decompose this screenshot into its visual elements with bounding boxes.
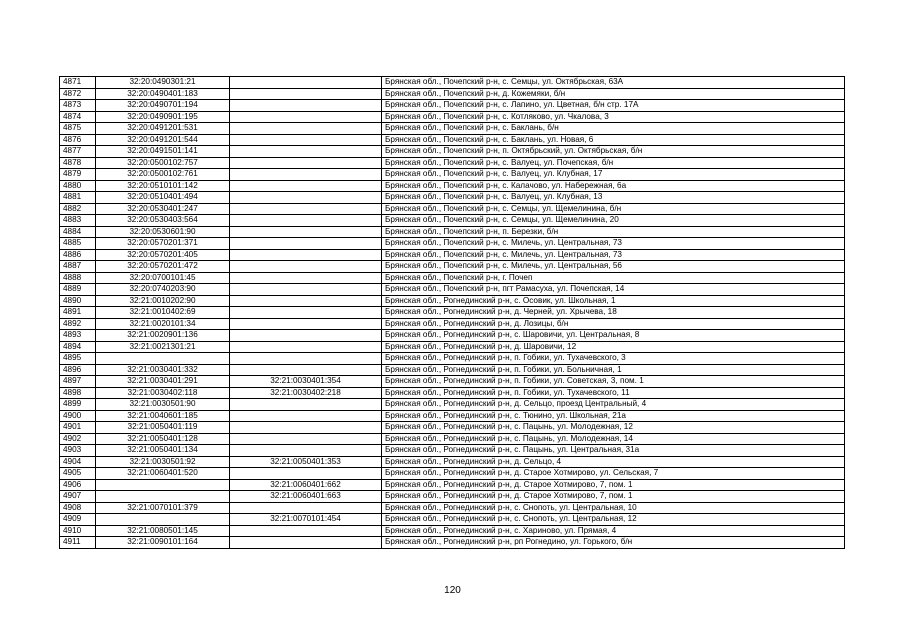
address-cell: Брянская обл., Рогнединский р-н, с. Осовик, ул. Школьная, 1 [382,295,845,307]
address-cell: Брянская обл., Рогнединский р-н, рп Рогнедино, ул. Горького, б/н [382,537,845,549]
related-cadastral-number-cell: 32:21:0030401:354 [230,376,382,388]
related-cadastral-number-cell [230,422,382,434]
related-cadastral-number-cell [230,341,382,353]
row-number-cell: 4904 [60,456,96,468]
related-cadastral-number-cell [230,249,382,261]
address-cell: Брянская обл., Почепский р-н, с. Валуец, ул. Клубная, 13 [382,192,845,204]
table-row [60,272,845,284]
related-cadastral-number-cell [230,272,382,284]
address-cell: Брянская обл., Рогнединский р-н, с. Тюнино, ул. Школьная, 21а [382,410,845,422]
related-cadastral-number-cell [230,399,382,411]
cadastral-number-cell: 32:20:0500102:761 [96,169,230,181]
table-row [60,88,845,100]
table-row [60,318,845,330]
related-cadastral-number-cell [230,261,382,273]
table-row [60,468,845,480]
row-number-cell: 4880 [60,180,96,192]
row-number-cell: 4882 [60,203,96,215]
address-cell: Брянская обл., Рогнединский р-н, с. Пацынь, ул. Молодежная, 14 [382,433,845,445]
cadastral-number-cell: 32:21:0030501:92 [96,456,230,468]
cadastral-number-cell: 32:21:0050401:128 [96,433,230,445]
cadastral-number-cell: 32:20:0490301:21 [96,77,230,89]
registry-table [59,76,845,549]
cadastral-number-cell: 32:21:0030401:291 [96,376,230,388]
row-number-cell: 4884 [60,226,96,238]
table-row [60,203,845,215]
cadastral-number-cell: 32:20:0510401:494 [96,192,230,204]
cadastral-number-cell [96,353,230,365]
row-number-cell: 4893 [60,330,96,342]
table-row [60,134,845,146]
address-cell: Брянская обл., Почепский р-н, п. Березки, б/н [382,226,845,238]
cadastral-number-cell: 32:20:0740203:90 [96,284,230,296]
related-cadastral-number-cell [230,123,382,135]
related-cadastral-number-cell [230,134,382,146]
table-row [60,387,845,399]
cadastral-number-cell: 32:20:0491201:531 [96,123,230,135]
cadastral-number-cell: 32:20:0491501:141 [96,146,230,158]
table-row [60,422,845,434]
row-number-cell: 4874 [60,111,96,123]
table-row [60,445,845,457]
table-row [60,479,845,491]
address-cell: Брянская обл., Рогнединский р-н, с. Хариново, ул. Прямая, 4 [382,525,845,537]
address-cell: Брянская обл., Рогнединский р-н, д. Старое Хотмирово, 7, пом. 1 [382,479,845,491]
related-cadastral-number-cell [230,203,382,215]
table-row [60,353,845,365]
row-number-cell: 4899 [60,399,96,411]
table-row [60,525,845,537]
cadastral-number-cell: 32:21:0030401:332 [96,364,230,376]
cadastral-number-cell: 32:20:0490901:195 [96,111,230,123]
address-cell: Брянская обл., Почепский р-н, с. Милечь, ул. Центральная, 73 [382,238,845,250]
table-row [60,146,845,158]
related-cadastral-number-cell: 32:21:0030402:218 [230,387,382,399]
address-cell: Брянская обл., Почепский р-н, с. Семцы, ул. Щемелинина, 20 [382,215,845,227]
row-number-cell: 4892 [60,318,96,330]
address-cell: Брянская обл., Рогнединский р-н, д. Сельцо, проезд Центральный, 4 [382,399,845,411]
related-cadastral-number-cell [230,502,382,514]
related-cadastral-number-cell [230,433,382,445]
table-row [60,433,845,445]
table-row [60,249,845,261]
address-cell: Брянская обл., Рогнединский р-н, п. Гобики, ул. Тухачевского, 11 [382,387,845,399]
related-cadastral-number-cell [230,226,382,238]
row-number-cell: 4881 [60,192,96,204]
table-row [60,491,845,503]
cadastral-number-cell: 32:21:0050401:119 [96,422,230,434]
table-row [60,169,845,181]
row-number-cell: 4906 [60,479,96,491]
row-number-cell: 4878 [60,157,96,169]
row-number-cell: 4898 [60,387,96,399]
cadastral-number-cell: 32:21:0020901:136 [96,330,230,342]
row-number-cell: 4886 [60,249,96,261]
related-cadastral-number-cell [230,537,382,549]
address-cell: Брянская обл., Рогнединский р-н, с. Снопоть, ул. Центральная, 10 [382,502,845,514]
address-cell: Брянская обл., Почепский р-н, с. Валуец, ул. Клубная, 17 [382,169,845,181]
cadastral-number-cell: 32:21:0080501:145 [96,525,230,537]
cadastral-number-cell: 32:21:0030501:90 [96,399,230,411]
related-cadastral-number-cell [230,295,382,307]
row-number-cell: 4889 [60,284,96,296]
related-cadastral-number-cell [230,445,382,457]
table-row [60,284,845,296]
row-number-cell: 4873 [60,100,96,112]
related-cadastral-number-cell: 32:21:0060401:663 [230,491,382,503]
related-cadastral-number-cell [230,307,382,319]
table-row [60,295,845,307]
row-number-cell: 4908 [60,502,96,514]
cadastral-number-cell: 32:21:0021301:21 [96,341,230,353]
row-number-cell: 4902 [60,433,96,445]
address-cell: Брянская обл., Рогнединский р-н, д. Черней, ул. Хрычева, 18 [382,307,845,319]
cadastral-number-cell: 32:20:0500102:757 [96,157,230,169]
cadastral-number-cell [96,491,230,503]
address-cell: Брянская обл., Почепский р-н, г. Почеп [382,272,845,284]
row-number-cell: 4903 [60,445,96,457]
table-row [60,192,845,204]
address-cell: Брянская обл., Почепский р-н, с. Котляково, ул. Чкалова, 3 [382,111,845,123]
related-cadastral-number-cell [230,157,382,169]
table-row [60,502,845,514]
address-cell: Брянская обл., Почепский р-н, с. Милечь, ул. Центральная, 56 [382,261,845,273]
cadastral-number-cell: 32:21:0040601:185 [96,410,230,422]
related-cadastral-number-cell: 32:21:0060401:662 [230,479,382,491]
cadastral-number-cell: 32:21:0050401:134 [96,445,230,457]
address-cell: Брянская обл., Рогнединский р-н, д. Лозицы, б/н [382,318,845,330]
table-row [60,77,845,89]
related-cadastral-number-cell [230,100,382,112]
address-cell: Брянская обл., Рогнединский р-н, п. Гобики, ул. Тухачевского, 3 [382,353,845,365]
row-number-cell: 4875 [60,123,96,135]
row-number-cell: 4911 [60,537,96,549]
table-row [60,238,845,250]
cadastral-number-cell: 32:20:0510101:142 [96,180,230,192]
table-row [60,215,845,227]
row-number-cell: 4900 [60,410,96,422]
cadastral-number-cell: 32:21:0070101:379 [96,502,230,514]
cadastral-number-cell: 32:20:0490401:183 [96,88,230,100]
address-cell: Брянская обл., Почепский р-н, с. Баклань, ул. Новая, 6 [382,134,845,146]
row-number-cell: 4883 [60,215,96,227]
row-number-cell: 4890 [60,295,96,307]
table-row [60,307,845,319]
table-row [60,537,845,549]
row-number-cell: 4872 [60,88,96,100]
related-cadastral-number-cell [230,525,382,537]
row-number-cell: 4896 [60,364,96,376]
table-row [60,376,845,388]
cadastral-number-cell: 32:20:0530401:247 [96,203,230,215]
address-cell: Брянская обл., Почепский р-н, с. Баклань, б/н [382,123,845,135]
table-row [60,364,845,376]
cadastral-number-cell: 32:20:0570201:472 [96,261,230,273]
table-row [60,514,845,526]
address-cell: Брянская обл., Рогнединский р-н, с. Пацынь, ул. Центральная, 31а [382,445,845,457]
row-number-cell: 4895 [60,353,96,365]
cadastral-number-cell: 32:20:0530403:564 [96,215,230,227]
related-cadastral-number-cell [230,468,382,480]
cadastral-number-cell: 32:21:0060401:520 [96,468,230,480]
row-number-cell: 4891 [60,307,96,319]
page-number: 120 [444,585,461,596]
cadastral-number-cell: 32:20:0530601:90 [96,226,230,238]
table-row [60,123,845,135]
address-cell: Брянская обл., Почепский р-н, с. Семцы, ул. Октябрьская, 63А [382,77,845,89]
related-cadastral-number-cell: 32:21:0070101:454 [230,514,382,526]
table-row [60,341,845,353]
cadastral-number-cell: 32:20:0570201:371 [96,238,230,250]
cadastral-number-cell: 32:21:0020101:34 [96,318,230,330]
row-number-cell: 4888 [60,272,96,284]
address-cell: Брянская обл., Почепский р-н, с. Валуец, ул. Почепская, б/н [382,157,845,169]
related-cadastral-number-cell [230,77,382,89]
related-cadastral-number-cell [230,146,382,158]
table-row [60,456,845,468]
related-cadastral-number-cell: 32:21:0050401:353 [230,456,382,468]
row-number-cell: 4876 [60,134,96,146]
related-cadastral-number-cell [230,169,382,181]
address-cell: Брянская обл., Почепский р-н, д. Кожемяки, б/н [382,88,845,100]
address-cell: Брянская обл., Рогнединский р-н, д. Старое Хотмирово, 7, пом. 1 [382,491,845,503]
table-row [60,157,845,169]
address-cell: Брянская обл., Рогнединский р-н, д. Сельцо, 4 [382,456,845,468]
related-cadastral-number-cell [230,284,382,296]
address-cell: Брянская обл., Почепский р-н, с. Милечь, ул. Центральная, 73 [382,249,845,261]
table-row [60,180,845,192]
related-cadastral-number-cell [230,111,382,123]
registry-table-body [60,77,845,549]
table-row [60,410,845,422]
related-cadastral-number-cell [230,318,382,330]
address-cell: Брянская обл., Почепский р-н, с. Калачово, ул. Набережная, 6а [382,180,845,192]
table-row [60,399,845,411]
address-cell: Брянская обл., Почепский р-н, пгт Рамасуха, ул. Почепская, 14 [382,284,845,296]
cadastral-number-cell: 32:20:0570201:405 [96,249,230,261]
address-cell: Брянская обл., Рогнединский р-н, с. Шаровичи, ул. Центральная, 8 [382,330,845,342]
related-cadastral-number-cell [230,364,382,376]
cadastral-number-cell [96,514,230,526]
related-cadastral-number-cell [230,215,382,227]
related-cadastral-number-cell [230,180,382,192]
related-cadastral-number-cell [230,330,382,342]
table-row [60,330,845,342]
address-cell: Брянская обл., Почепский р-н, с. Семцы, ул. Щемелинина, б/н [382,203,845,215]
cadastral-number-cell: 32:21:0010402:69 [96,307,230,319]
address-cell: Брянская обл., Рогнединский р-н, с. Снопоть, ул. Центральная, 12 [382,514,845,526]
address-cell: Брянская обл., Почепский р-н, п. Октябрьский, ул. Октябрьская, б/н [382,146,845,158]
row-number-cell: 4897 [60,376,96,388]
cadastral-number-cell: 32:21:0030402:118 [96,387,230,399]
related-cadastral-number-cell [230,238,382,250]
cadastral-number-cell [96,479,230,491]
cadastral-number-cell: 32:21:0090101:164 [96,537,230,549]
cadastral-number-cell: 32:20:0700101:45 [96,272,230,284]
row-number-cell: 4877 [60,146,96,158]
related-cadastral-number-cell [230,88,382,100]
row-number-cell: 4910 [60,525,96,537]
table-row [60,226,845,238]
row-number-cell: 4879 [60,169,96,181]
row-number-cell: 4909 [60,514,96,526]
row-number-cell: 4901 [60,422,96,434]
row-number-cell: 4907 [60,491,96,503]
table-row [60,100,845,112]
table-row [60,111,845,123]
address-cell: Брянская обл., Рогнединский р-н, д. Шаровичи, 12 [382,341,845,353]
table-row [60,261,845,273]
address-cell: Брянская обл., Рогнединский р-н, п. Гобики, ул. Больничная, 1 [382,364,845,376]
row-number-cell: 4905 [60,468,96,480]
row-number-cell: 4887 [60,261,96,273]
row-number-cell: 4871 [60,77,96,89]
cadastral-number-cell: 32:20:0490701:194 [96,100,230,112]
row-number-cell: 4885 [60,238,96,250]
cadastral-number-cell: 32:20:0491201:544 [96,134,230,146]
row-number-cell: 4894 [60,341,96,353]
related-cadastral-number-cell [230,410,382,422]
address-cell: Брянская обл., Почепский р-н, с. Лапино, ул. Цветная, б/н стр. 17А [382,100,845,112]
related-cadastral-number-cell [230,192,382,204]
address-cell: Брянская обл., Рогнединский р-н, д. Старое Хотмирово, ул. Сельская, 7 [382,468,845,480]
address-cell: Брянская обл., Рогнединский р-н, п. Гобики, ул. Советская, 3, пом. 1 [382,376,845,388]
cadastral-number-cell: 32:21:0010202:90 [96,295,230,307]
address-cell: Брянская обл., Рогнединский р-н, с. Пацынь, ул. Молодежная, 12 [382,422,845,434]
related-cadastral-number-cell [230,353,382,365]
